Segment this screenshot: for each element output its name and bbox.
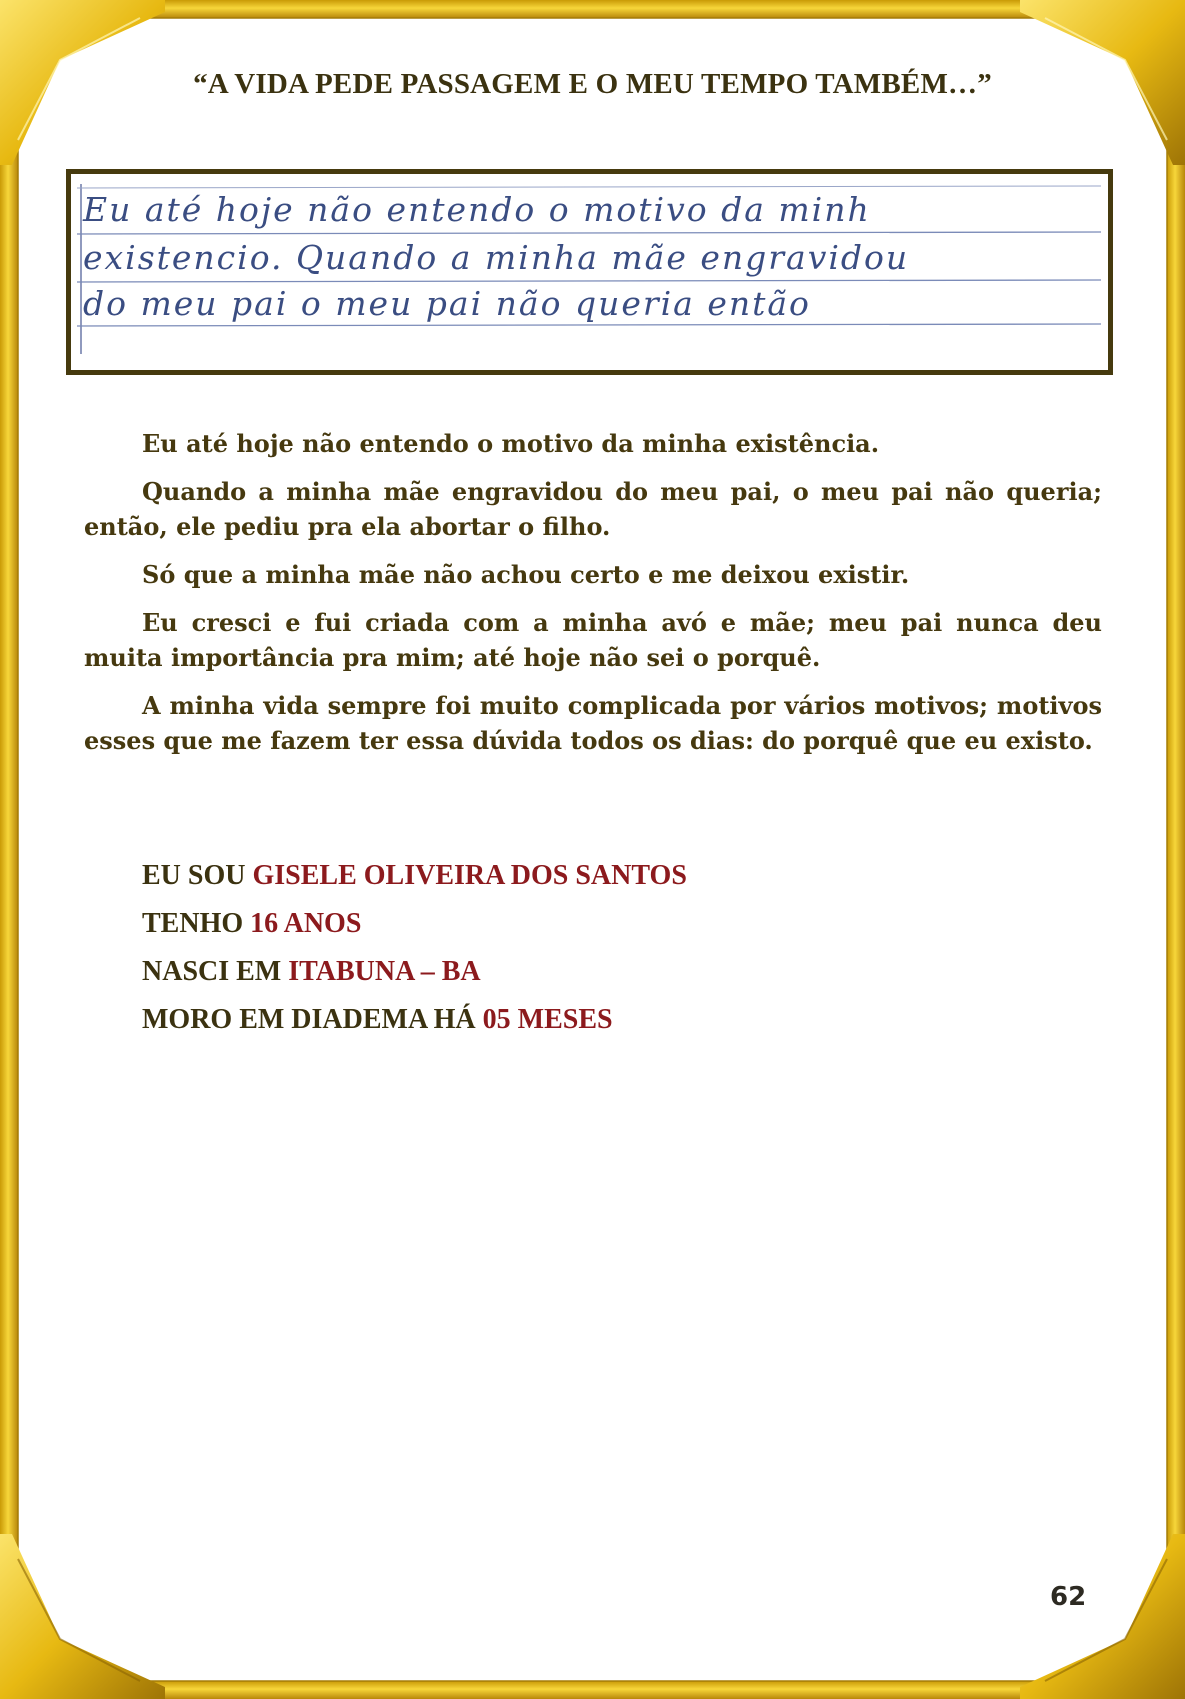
paragraph: Eu cresci e fui criada com a minha avó e mãe; meu pai nunca deu muita importância pra mim; até hoje não sei o porquê. <box>84 608 1102 672</box>
story-text <box>84 426 1102 771</box>
paragraph: Eu até hoje não entendo o motivo da minha existência. <box>142 429 880 458</box>
handwriting-line: Eu até hoje não entendo o motivo da minh <box>83 190 871 229</box>
paragraph: Quando a minha mãe engravidou do meu pai, o meu pai não queria; então, ele pediu pra ela abortar o filho. <box>84 477 1102 541</box>
fact-value: GISELE OLIVEIRA DOS SANTOS <box>252 860 687 891</box>
fact-label: NASCI EM <box>142 956 289 987</box>
fact-value: 16 ANOS <box>250 908 362 939</box>
handwriting-line: do meu pai o meu pai não queria então <box>83 284 811 323</box>
fact-value: ITABUNA – BA <box>288 956 481 987</box>
handwriting-line: existencio. Quando a minha mãe engravidou <box>83 238 910 277</box>
fact-name <box>142 852 687 900</box>
page-number: 62 <box>1050 1582 1087 1612</box>
fact-age <box>142 900 687 948</box>
fact-label: EU SOU <box>142 860 253 891</box>
author-facts <box>142 852 687 1044</box>
paragraph: A minha vida sempre foi muito complicada por vários motivos; motivos esses que me fazem ter essa dúvida todos os dias: do porquê que eu existo. <box>84 691 1102 755</box>
fact-value: 05 MESES <box>482 1004 613 1035</box>
fact-label: TENHO <box>142 908 251 939</box>
fact-residence <box>142 996 687 1044</box>
page-title: “A VIDA PEDE PASSAGEM E O MEU TEMPO TAMBÉM…” <box>193 68 992 100</box>
handwritten-excerpt-image <box>66 169 1113 375</box>
fact-label: MORO EM DIADEMA HÁ <box>142 1004 483 1035</box>
fact-birthplace <box>142 948 687 996</box>
paragraph: Só que a minha mãe não achou certo e me deixou existir. <box>142 560 910 589</box>
